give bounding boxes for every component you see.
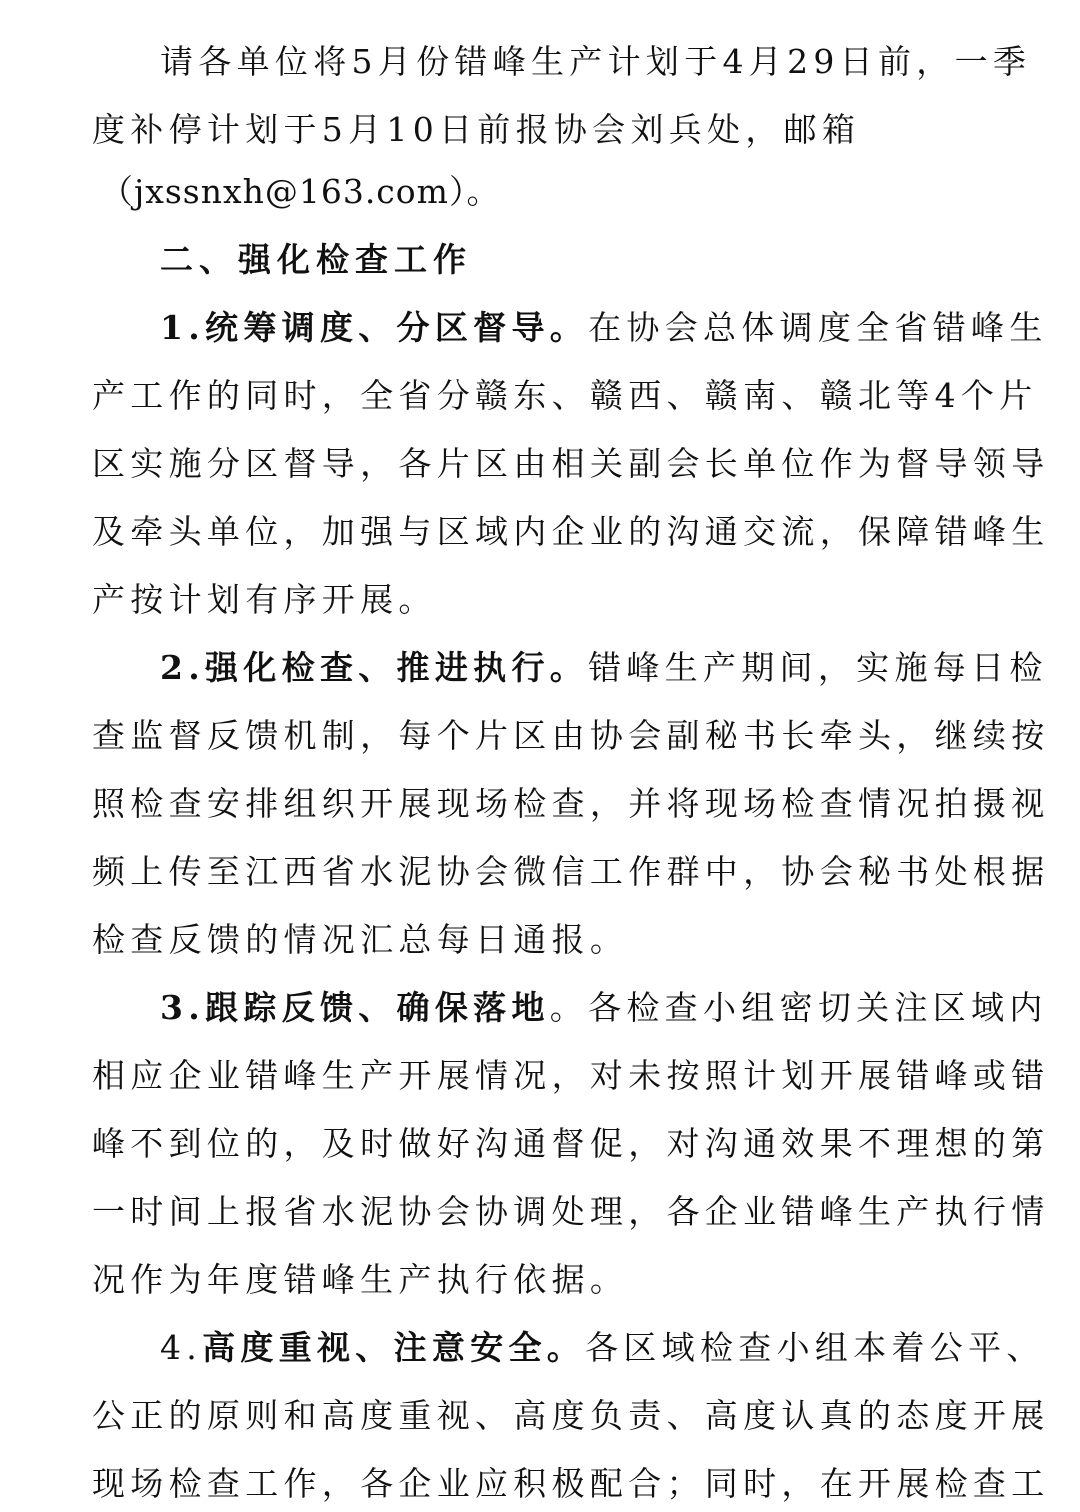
text-line: 度补停计划于5月10日前报协会刘兵处，邮箱 <box>92 110 861 149</box>
paragraph-4-number: 4. <box>160 1328 203 1367</box>
text-line: 峰不到位的，及时做好沟通督促，对沟通效果不理想的第 <box>92 1124 1050 1163</box>
paragraph-4-text: 各区域检查小组本着公平、 <box>585 1328 1045 1367</box>
text-line: 及牵头单位，加强与区域内企业的沟通交流，保障错峰生 <box>92 512 1050 551</box>
text-line: 频上传至江西省水泥协会微信工作群中，协会秘书处根据 <box>92 852 1050 891</box>
paragraph-3-text: 。各检查小组密切关注区域内 <box>549 988 1048 1027</box>
text-line: 请各单位将5月份错峰生产计划于4月29日前，一季 <box>160 42 1032 81</box>
paragraph-2-text: 错峰生产期间，实施每日检 <box>588 648 1048 687</box>
email-line: （jxssnxh@163.com）。 <box>100 172 501 211</box>
paragraph-2-first-line <box>160 640 1048 696</box>
text-line: 相应企业错峰生产开展情况，对未按照计划开展错峰或错 <box>92 1056 1050 1095</box>
text-line: 产工作的同时，全省分赣东、赣西、赣南、赣北等4个片 <box>92 376 1038 415</box>
text-line: 照检查安排组织开展现场检查，并将现场检查情况拍摄视 <box>92 784 1050 823</box>
paragraph-3-first-line <box>160 980 1048 1036</box>
paragraph-4-first-line <box>160 1320 1045 1376</box>
paragraph-3-lead: 3.跟踪反馈、确保落地 <box>160 988 550 1027</box>
text-line: 公正的原则和高度重视、高度负责、高度认真的态度开展 <box>92 1396 1050 1435</box>
text-line: 查监督反馈机制，每个片区由协会副秘书长牵头，继续按 <box>92 716 1050 755</box>
paragraph-1-first-line <box>160 300 1048 356</box>
text-line: 现场检查工作，各企业应积极配合；同时，在开展检查工 <box>92 1464 1050 1503</box>
text-line: 一时间上报省水泥协会协调处理，各企业错峰生产执行情 <box>92 1192 1050 1231</box>
text-line: 况作为年度错峰生产执行依据。 <box>92 1260 629 1299</box>
text-line: 区实施分区督导，各片区由相关副会长单位作为督导领导 <box>92 444 1050 483</box>
section-heading: 二、强化检查工作 <box>160 240 472 279</box>
paragraph-2-lead: 2.强化检查、推进执行。 <box>160 648 589 687</box>
text-line: 产按计划有序开展。 <box>92 580 437 619</box>
paragraph-1-lead: 1.统筹调度、分区督导。 <box>160 308 589 347</box>
paragraph-1-text: 在协会总体调度全省错峰生 <box>588 308 1048 347</box>
text-line: 检查反馈的情况汇总每日通报。 <box>92 920 629 959</box>
paragraph-4-lead: 高度重视、注意安全。 <box>202 1328 586 1367</box>
